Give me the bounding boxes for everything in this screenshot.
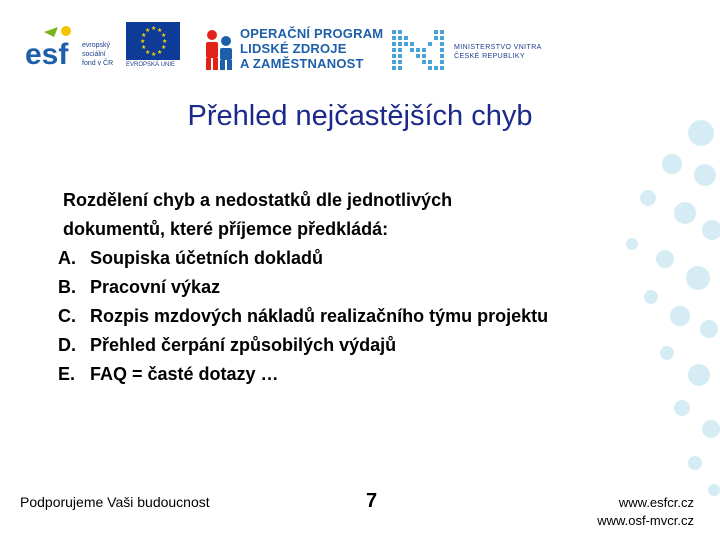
- list-marker: B.: [58, 277, 76, 297]
- esf-mark-text: esf: [25, 38, 69, 70]
- list-item: [58, 331, 678, 360]
- op-logo-line: A ZAMĚSTNANOST: [240, 56, 364, 71]
- ministry-logo-line: ČESKÉ REPUBLIKY: [454, 53, 525, 60]
- ministry-logo: [390, 28, 550, 72]
- list-item: [58, 302, 678, 331]
- list-item-text: Přehled čerpání způsobilých výdajů: [90, 335, 397, 355]
- esf-text-line: fond v ČR: [82, 60, 114, 67]
- op-logo-line: LIDSKÉ ZDROJE: [240, 41, 347, 56]
- svg-text:★: ★: [145, 49, 151, 56]
- svg-text:★: ★: [157, 27, 163, 34]
- footer-slogan: Podporujeme Vaši budoucnost: [20, 494, 210, 510]
- eu-caption: EVROPSKÁ UNIE: [126, 62, 176, 68]
- footer-link-osf-mvcr[interactable]: www.osf-mvcr.cz: [597, 513, 694, 528]
- list-marker: D.: [58, 335, 76, 355]
- esf-text-line: sociální: [82, 51, 106, 58]
- ministry-logo-text: [454, 43, 542, 61]
- list-item: [58, 273, 678, 302]
- list-marker: A.: [58, 248, 76, 268]
- list-item: [58, 360, 678, 389]
- list-marker: C.: [58, 306, 76, 326]
- list-item-text: FAQ = časté dotazy …: [90, 364, 279, 384]
- op-lzz-logo: [202, 24, 384, 74]
- svg-text:★: ★: [140, 38, 146, 45]
- svg-text:★: ★: [151, 25, 157, 32]
- svg-text:★: ★: [157, 49, 163, 56]
- svg-text:★: ★: [151, 51, 157, 58]
- svg-text:★: ★: [161, 44, 167, 51]
- esf-text-line: evropský: [82, 42, 111, 49]
- svg-text:★: ★: [141, 32, 147, 39]
- svg-text:★: ★: [162, 38, 168, 45]
- op-logo-line: OPERAČNÍ PROGRAM: [240, 26, 384, 41]
- intro-line: Rozdělení chyb a nedostatků dle jednotlivých: [63, 190, 453, 210]
- esf-logo-text: [82, 41, 122, 68]
- slide-content: [58, 186, 678, 389]
- intro-line: dokumentů, které příjemce předkládá:: [63, 219, 389, 239]
- ministry-logo-line: MINISTERSTVO VNITRA: [454, 44, 542, 51]
- svg-text:★: ★: [161, 32, 167, 39]
- page-number: 7: [366, 490, 378, 512]
- footer-links: [597, 494, 694, 530]
- list-item-text: Rozpis mzdových nákladů realizačního týmu projektu: [90, 306, 549, 326]
- esf-logo: [24, 20, 120, 72]
- slide-title: Přehled nejčastějších chyb: [187, 100, 533, 132]
- list-item-text: Pracovní výkaz: [90, 277, 221, 297]
- list-item: [58, 244, 678, 273]
- footer-link-esfcr[interactable]: www.esfcr.cz: [618, 495, 694, 510]
- eu-flag-icon: [126, 22, 180, 60]
- eu-logo: [126, 22, 182, 72]
- svg-text:★: ★: [145, 27, 151, 34]
- list-item-text: Soupiska účetních dokladů: [90, 248, 324, 268]
- esf-logo-mark: [24, 22, 80, 70]
- op-people-icon: [202, 28, 236, 72]
- list-marker: E.: [58, 364, 76, 384]
- op-logo-text: [240, 26, 383, 71]
- ministry-emblem-icon: [390, 28, 448, 72]
- logo-bar: [0, 0, 720, 84]
- svg-text:★: ★: [141, 44, 147, 51]
